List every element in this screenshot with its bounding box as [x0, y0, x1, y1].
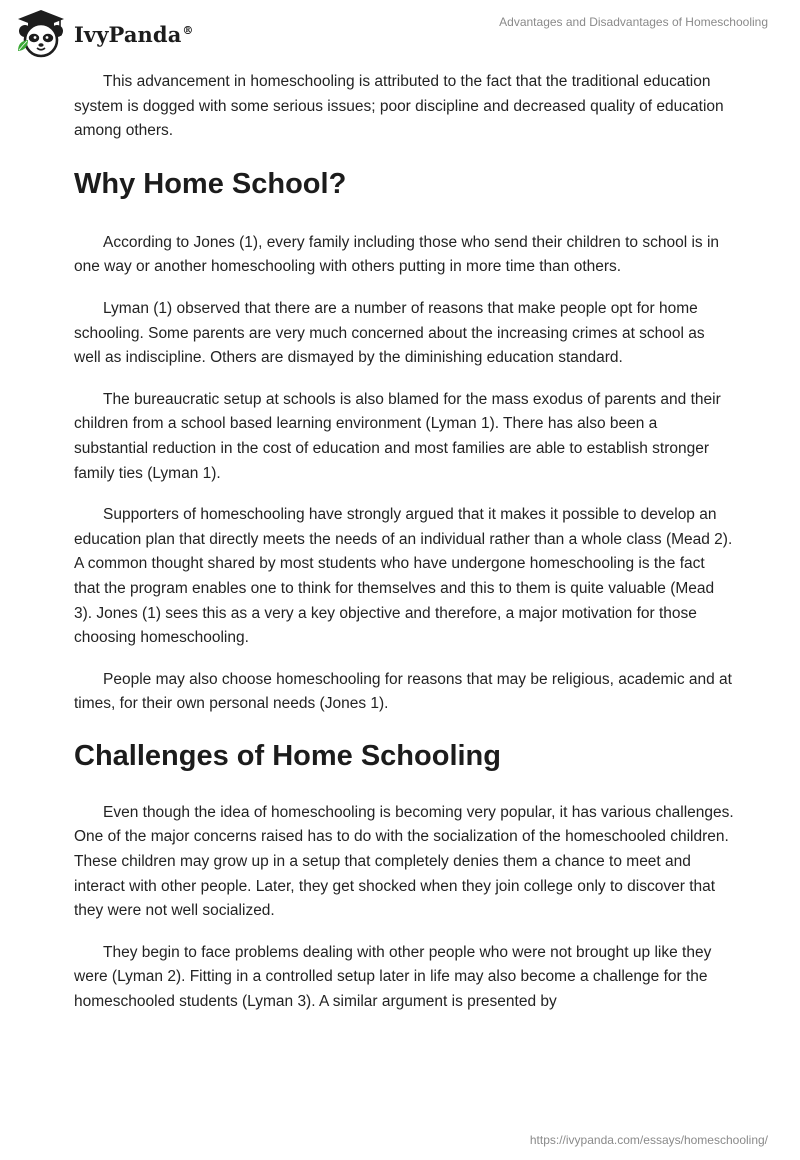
document-title: Advantages and Disadvantages of Homeschooling — [499, 15, 768, 29]
logo-wordmark — [74, 22, 194, 47]
paragraph: People may also choose homeschooling for reasons that may be religious, academic and at times, for their own personal needs (Jones 1). — [74, 670, 732, 713]
paragraph: Even though the idea of homeschooling is becoming very popular, it has various challenges. One of the major concerns raised has to do with the socialization of the homeschooled children. These children may grow up in a setup that completely denies them a chance to meet and interact with other people. Later, they get shocked when they join college only to discover that they were not well socialized. — [74, 803, 734, 920]
logo-name: IvyPanda — [74, 21, 182, 47]
intro-paragraph: This advancement in homeschooling is attributed to the fact that the traditional education system is dogged with some serious issues; poor discipline and decreased quality of education among others. — [74, 73, 724, 140]
paragraph: They begin to face problems dealing with other people who were not brought up like they were (Lyman 2). Fitting in a controlled setup later in life may also become a challenge for the homeschooled students (Lyman 3). A similar argument is presented by — [74, 943, 712, 1011]
source-url[interactable]: https://ivypanda.com/essays/homeschooling/ — [529, 1133, 768, 1147]
paragraph: According to Jones (1), every family including those who send their children to school is in one way or another homeschooling with others putting in more time than others. — [74, 233, 720, 276]
ivypanda-logo[interactable] — [14, 7, 194, 59]
essay-content — [74, 70, 734, 1032]
section-heading-why-home-school: Why Home School? — [74, 167, 347, 200]
registered-mark: ® — [182, 23, 194, 37]
paragraph: Supporters of homeschooling have strongly argued that it makes it possible to develop an education plan that directly meets the needs of an individual rather than a whole class (Mead 2). A common thought shared by most students who have undergone homeschooling is the fact that the program enables one to think for themselves and this to them is quite valuable (Mead 3). Jones (1) sees this as a very a key objective and therefore, a major motivation for those choosing homeschooling. — [74, 506, 733, 647]
page-header — [0, 0, 800, 64]
paragraph: The bureaucratic setup at schools is also blamed for the mass exodus of parents and their children from a school based learning environment (Lyman 1). There has also been a substantial reduction in the cost of education and most families are able to establish stronger family ties (Lyman 1). — [74, 390, 721, 482]
panda-graduation-cap-icon — [14, 7, 68, 59]
section-heading-challenges: Challenges of Home Schooling — [74, 739, 501, 772]
paragraph: Lyman (1) observed that there are a number of reasons that make people opt for home schooling. Some parents are very much concerned about the increasing crimes at school as well as indiscipline. Others are dismayed by the diminishing education standard. — [74, 299, 705, 367]
